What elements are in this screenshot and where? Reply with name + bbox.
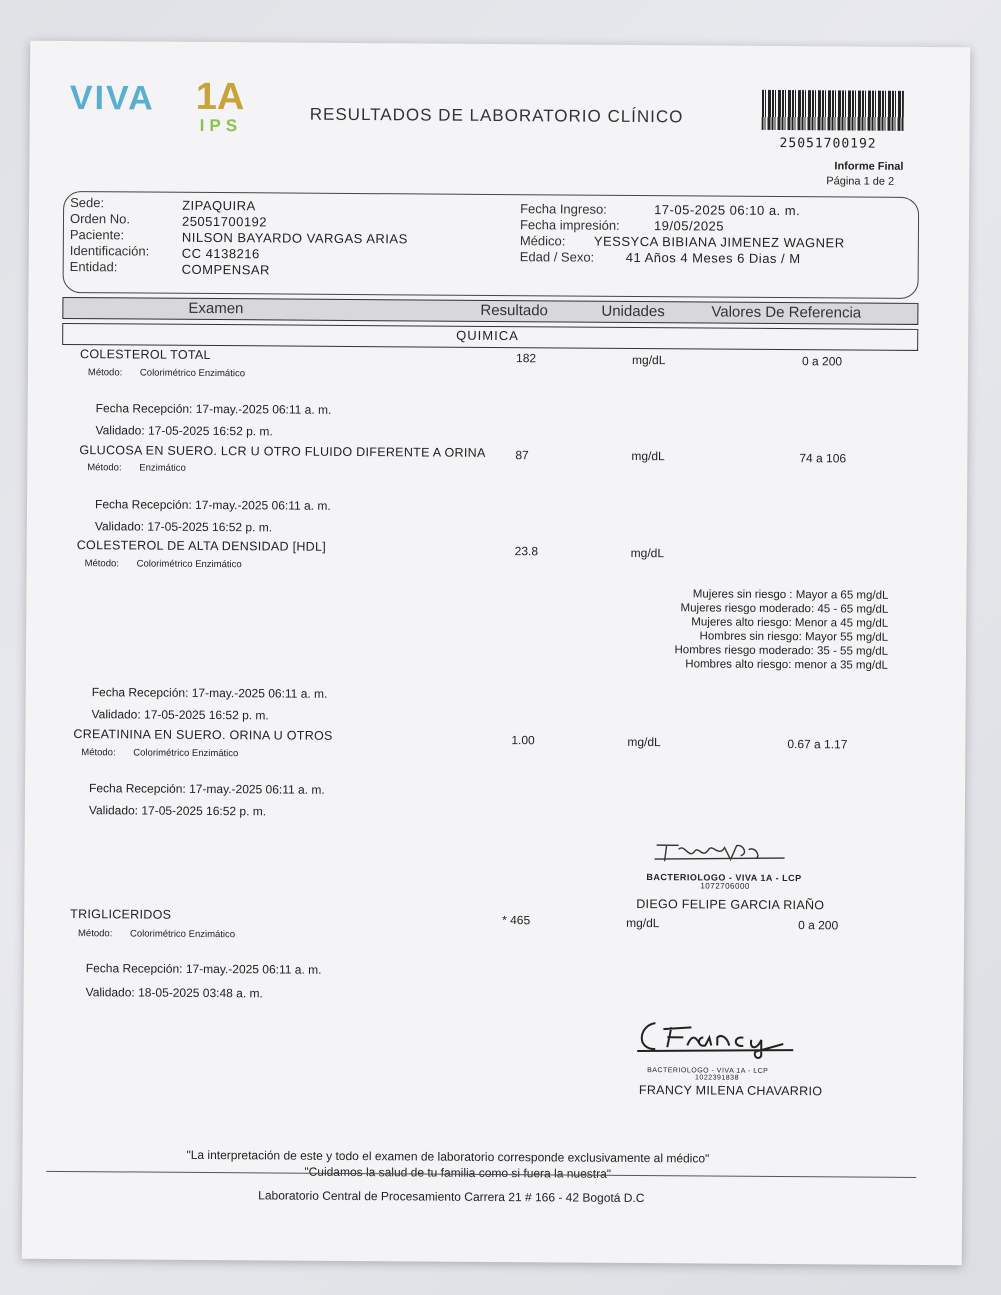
edad-sexo-label: Edad / Sexo:: [519, 249, 595, 265]
paciente-value: NILSON BAYARDO VARGAS ARIAS: [181, 229, 408, 247]
footer-disclaimer: "La interpretación de este y todo el examen de laboratorio corresponde exclusivamente al médico": [186, 1147, 710, 1166]
header-examen: Examen: [188, 299, 244, 318]
hdl-reference-line: Mujeres sin riesgo : Mayor a 65 mg/dL: [692, 588, 889, 602]
hdl-reference-list: [626, 587, 889, 673]
exam-reference: 0.67 a 1.17: [787, 737, 848, 752]
metodo-label: Método:: [84, 558, 119, 570]
fecha-validado: Validado: 17-05-2025 16:52 p. m.: [91, 707, 269, 723]
exam-result: 87: [515, 448, 529, 463]
signature-2-name: FRANCY MILENA CHAVARRIO: [638, 1083, 823, 1099]
section-header: [62, 323, 918, 351]
metodo-label: Método:: [87, 367, 123, 379]
informe-label: Informe Final: [834, 160, 904, 173]
hdl-reference-line: Mujeres alto riesgo: Menor a 45 mg/dL: [691, 616, 889, 630]
fecha-validado: Validado: 17-05-2025 16:52 p. m.: [94, 519, 273, 535]
barcode-number: 25051700192: [779, 135, 877, 152]
logo-1a-text: 1A: [195, 75, 245, 119]
identificacion-value: CC 4138216: [181, 245, 260, 262]
metodo-value: Enzimático: [139, 462, 186, 474]
signature-1-graphic: [649, 835, 789, 868]
exam-name: TRIGLICERIDOS: [70, 907, 172, 922]
fecha-validado: Validado: 17-05-2025 16:52 p. m.: [88, 803, 267, 819]
section-title: QUIMICA: [456, 327, 519, 344]
entidad-value: COMPENSAR: [181, 261, 271, 278]
exam-result-flagged: * 465: [502, 913, 531, 928]
hdl-reference-line: Mujeres riesgo moderado: 45 - 65 mg/dL: [680, 602, 889, 616]
exam-result: 1.00: [511, 733, 535, 748]
metodo-label: Método:: [87, 462, 122, 474]
fecha-impresion-value: 19/05/2025: [653, 218, 725, 234]
identificacion-label: Identificación:: [69, 243, 150, 259]
signature-2-reg: 1022391838: [695, 1074, 739, 1082]
sede-label: Sede:: [70, 195, 105, 211]
header-resultado: Resultado: [480, 301, 548, 320]
logo-ips-text: IPS: [199, 115, 243, 136]
fecha-recepcion: Fecha Recepción: 17-may.-2025 06:11 a. m.: [91, 685, 328, 701]
fecha-impresion-label: Fecha impresión:: [519, 217, 620, 233]
hdl-reference-line: Hombres sin riesgo: Mayor 55 mg/dL: [699, 630, 889, 644]
entidad-label: Entidad:: [69, 259, 118, 275]
medico-label: Médico:: [519, 233, 566, 249]
hdl-reference-line: Hombres alto riesgo: menor a 35 mg/dL: [685, 658, 888, 672]
exam-name: COLESTEROL TOTAL: [80, 347, 211, 363]
signature-1-reg: 1072706000: [700, 881, 750, 891]
exam-unit: mg/dL: [632, 352, 666, 368]
barcode-icon: [762, 90, 904, 131]
fecha-recepcion: Fecha Recepción: 17-may.-2025 06:11 a. m.: [88, 781, 325, 797]
exam-name: COLESTEROL DE ALTA DENSIDAD [HDL]: [76, 538, 327, 554]
signature-2-graphic: [633, 1015, 803, 1062]
edad-sexo-value: 41 Años 4 Meses 6 Dias / M: [625, 249, 801, 267]
metodo-value: Colorimétrico Enzimático: [136, 558, 242, 571]
exam-unit: mg/dL: [627, 734, 661, 750]
results-table-header: [62, 297, 918, 325]
fecha-recepcion: Fecha Recepción: 17-may.-2025 06:11 a. m.: [95, 401, 332, 417]
orden-value: 25051700192: [181, 213, 268, 230]
metodo-value: Colorimétrico Enzimático: [129, 928, 236, 941]
exam-reference: 0 a 200: [801, 354, 843, 369]
fecha-recepcion: Fecha Recepción: 17-may.-2025 06:11 a. m.: [94, 497, 331, 513]
lab-report-page: [22, 41, 970, 1266]
metodo-label: Método:: [81, 747, 116, 759]
hdl-reference-line: Hombres riesgo moderado: 35 - 55 mg/dL: [674, 644, 889, 658]
metodo-value: Colorimétrico Enzimático: [133, 747, 239, 760]
exam-name: CREATININA EN SUERO. ORINA U OTROS: [73, 727, 333, 743]
header-referencia: Valores De Referencia: [711, 303, 862, 322]
footer-slogan: "Cuidamos la salud de tu familia como si fuera la nuestra": [304, 1164, 612, 1181]
metodo-value: Colorimétrico Enzimático: [139, 367, 246, 380]
exam-reference: 74 a 106: [799, 451, 847, 466]
exam-unit: mg/dL: [631, 448, 665, 464]
signature-2-title: BACTERIOLOGO - VIVA 1A - LCP: [647, 1067, 769, 1075]
fecha-validado: Validado: 17-05-2025 16:52 p. m.: [95, 423, 273, 439]
signature-1-name: DIEGO FELIPE GARCIA RIAÑO: [636, 896, 825, 913]
exam-result: 182: [516, 351, 537, 366]
exam-result: 23.8: [514, 544, 539, 559]
logo-viva-text: VIVA: [69, 79, 155, 118]
medico-value: YESSYCA BIBIANA JIMENEZ WAGNER: [593, 233, 845, 251]
header-unidades: Unidades: [601, 302, 665, 321]
fecha-recepcion: Fecha Recepción: 17-may.-2025 06:11 a. m.: [85, 961, 322, 977]
footer-address: Laboratorio Central de Procesamiento Carrera 21 # 166 - 42 Bogotá D.C: [258, 1188, 645, 1206]
patient-info-box: [63, 191, 920, 299]
signature-1-title: BACTERIOLOGO - VIVA 1A - LCP: [646, 872, 802, 884]
fecha-ingreso-value: 17-05-2025 06:10 a. m.: [654, 202, 801, 219]
paciente-label: Paciente:: [69, 227, 125, 243]
orden-label: Orden No.: [69, 211, 131, 227]
exam-unit: mg/dL: [626, 915, 660, 931]
exam-unit: mg/dL: [630, 545, 665, 561]
page-number: Página 1 de 2: [826, 175, 895, 188]
exam-name: GLUCOSA EN SUERO. LCR U OTRO FLUIDO DIFERENTE A ORINA: [79, 443, 486, 460]
metodo-label: Método:: [77, 928, 113, 940]
fecha-validado: Validado: 18-05-2025 03:48 a. m.: [85, 985, 263, 1001]
exam-reference: 0 a 200: [798, 918, 839, 933]
document-title: RESULTADOS DE LABORATORIO CLÍNICO: [309, 104, 684, 127]
fecha-ingreso-label: Fecha Ingreso:: [520, 201, 607, 217]
sede-value: ZIPAQUIRA: [182, 197, 256, 214]
